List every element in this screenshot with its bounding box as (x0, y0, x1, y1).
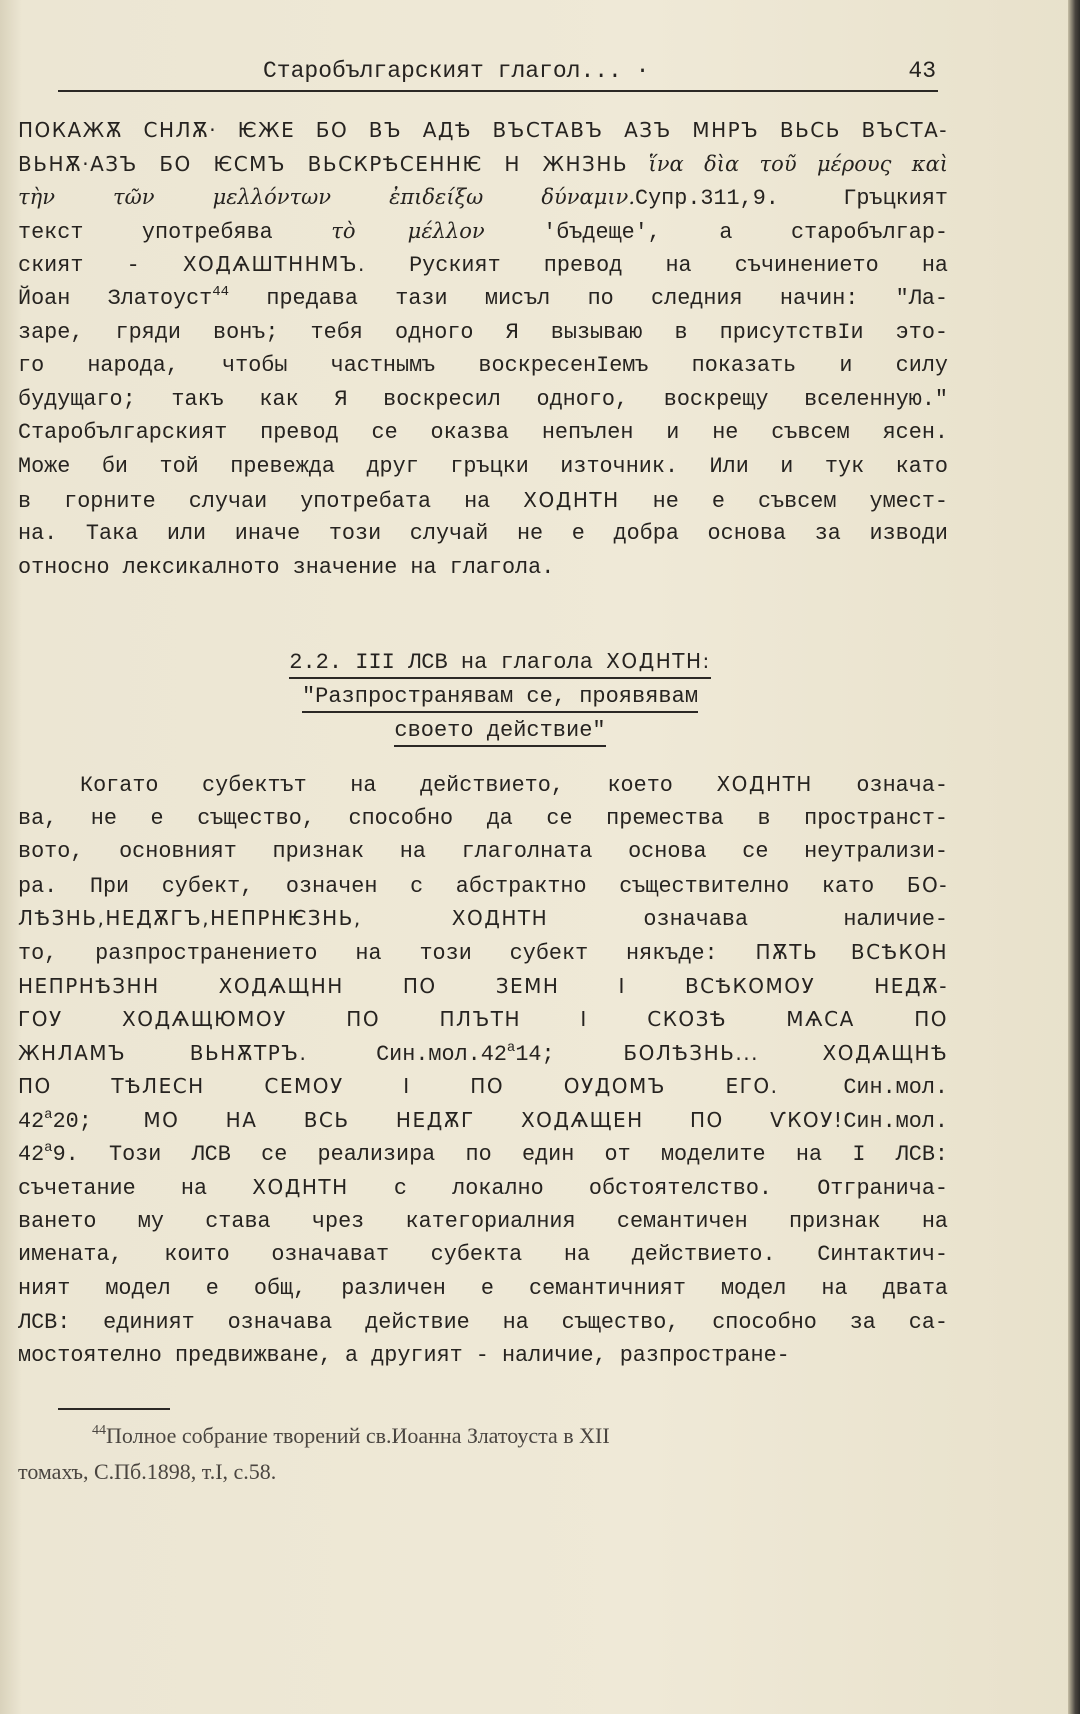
footnote-line-2: томахъ, С.Пб.1898, т.I, с.58. (18, 1459, 277, 1484)
text-line (18, 902, 948, 936)
old-church-slavonic-text: ПО ТѢЛЕСН СЕМОУ І ПО ОУДОМЪ ЕГО. (18, 1074, 779, 1099)
text-line (18, 1205, 948, 1239)
page-header (58, 58, 938, 92)
old-church-slavonic-text: ЛѢЗНЬ,НЕДѪГЪ,НЕПРНѤЗНЬ, ХОДНТН (18, 906, 549, 931)
running-title: Старобългарският глагол... · (263, 58, 650, 84)
heading-line-3: своето действие" (394, 717, 605, 747)
text-line (18, 450, 948, 484)
heading-line-2: "Разпространявам се, проявявам (302, 683, 698, 713)
line-text: 20; (52, 1108, 144, 1134)
line-text: ският - (18, 253, 183, 279)
text-line (18, 1003, 948, 1037)
old-church-slavonic-text: ПѪТЬ ВСѢКОН (755, 939, 948, 964)
text-line (18, 383, 948, 417)
text-line (18, 484, 948, 518)
text-line (18, 282, 948, 316)
old-church-slavonic-text: ХОДѦШТННМЪ. (182, 252, 366, 277)
text-line (18, 148, 948, 182)
text-line (18, 551, 948, 585)
footnote-line-1: Полное собрание творений св.Иоанна Златоуста в XII (106, 1423, 610, 1448)
greek-text: τὸ μέλλον (331, 218, 485, 243)
text-line (18, 835, 948, 869)
greek-text: τὴν τῶν μελλόντων ἐπιδείξω δύναμιν. (18, 185, 635, 210)
old-church-slavonic-text: ГОУ ХОДѦЩЮМОУ ПО ПЛЪТН І СКОЗѢ МѦСА ПО (18, 1007, 948, 1032)
text-line (18, 1272, 948, 1306)
line-text: Йоан Златоуст (18, 285, 213, 311)
line-text: 14; (515, 1041, 624, 1067)
line-text: Син.мол. (778, 1075, 948, 1101)
greek-text: ἵνα δὶα τοῦ μέρους καὶ (628, 151, 948, 176)
superscript: а (44, 1139, 53, 1156)
text-line (18, 1339, 948, 1373)
footnote-rule (58, 1408, 170, 1410)
old-church-slavonic-text: ХОДНТН (252, 1175, 349, 1200)
line-text: заре, гряди вонъ; тебя одного Я вызываю в присутствIи это- (18, 319, 948, 345)
line-text: 9. Този ЛСВ се реализира по един от моделите на I ЛСВ: (52, 1141, 948, 1167)
line-text: означа- (812, 773, 948, 798)
line-text: съчетание на (18, 1176, 253, 1202)
text-line (18, 316, 948, 350)
line-text: Син.мол. (843, 1108, 948, 1134)
line-text: ЛСВ: единият означава действие на същество, способно за са- (18, 1309, 948, 1335)
line-text: предава тази мисъл по следния начин: "Ла- (229, 285, 948, 311)
line-text: Може би той превежда друг гръцки източник. Или и тук като (18, 453, 948, 479)
line-text: имената, които означават субекта на действието. Синтактич- (18, 1242, 948, 1268)
line-text: ва, не е същество, способно да се премества в пространст- (18, 805, 948, 831)
text-line (18, 1070, 948, 1104)
old-church-slavonic-text: ПОКАЖѪ СНЛѪ· ѤЖЕ БО ВЪ АДѢ ВЪСТАВЪ АЗЪ МНРЪ ВЬСЬ ВЪСТА- (18, 118, 948, 142)
paragraph-2 (18, 768, 948, 1373)
old-church-slavonic-text: БО- (906, 872, 948, 897)
line-text: на. Така или иначе този случай не е добра основа за изводи (18, 521, 948, 547)
old-church-slavonic-text: МО НА ВСЬ НЕДѪГ ХОДѦЩЕН ПО ѴКОУ! (143, 1107, 844, 1132)
line-text: 42 (18, 1141, 45, 1167)
line-text: Супр.311,9. Гръцкият (635, 186, 948, 212)
text-line (18, 1104, 948, 1138)
text-line (18, 215, 948, 249)
text-line (18, 1171, 948, 1205)
text-line (18, 936, 948, 970)
footnote-number: 44 (92, 1423, 106, 1438)
text-line (18, 248, 948, 282)
old-church-slavonic-text: ВЬНѪ·АЗЪ БО ѤСМЪ ВЬСКРѢСЕННѤ Н ЖНЗНЬ (18, 151, 629, 176)
line-text: Старобългарският превод се оказва непълен и не съвсем ясен. (18, 420, 948, 446)
footnote (18, 1418, 918, 1490)
line-text: вото, основният признак на глаголната основа се неутрализи- (18, 839, 948, 865)
line-text: в горните случаи употребата на (18, 488, 524, 514)
line-text: с локално обстоятелство. Отгранича- (348, 1176, 948, 1202)
page-number: 43 (908, 58, 936, 84)
text-line (18, 1306, 948, 1340)
line-text: го народа, чтобы частнымъ воскресенIемъ показать и силу (18, 353, 948, 379)
line-text: ният модел е общ, различен е семантичният модел на двата (18, 1275, 948, 1301)
superscript: а (44, 1106, 53, 1123)
paragraph-1 (18, 114, 948, 584)
page-edge-shadow (1068, 0, 1080, 1714)
text-line (18, 1138, 948, 1172)
line-text: относно лексикалното значение на глагола. (18, 554, 555, 580)
old-church-slavonic-text: ХОДНТН (523, 487, 620, 512)
line-text: Син.мол.42 (307, 1041, 507, 1067)
line-text: будущаго; такъ как Я воскресил одного, воскрещу вселенную." (18, 386, 948, 412)
superscript: а (506, 1039, 516, 1056)
old-church-slavonic-text: НЕПРНѢЗНН ХОДѦЩНН ПО ЗЕМН І ВСѢКОМОУ НЕДѪ- (18, 973, 948, 998)
text-line (18, 768, 948, 802)
line-text: то, разпространението на този субект някъде: (18, 940, 756, 966)
line-text: ването му става чрез категориалния семантичен признак на (18, 1208, 948, 1234)
text-line (18, 416, 948, 450)
text-line (18, 517, 948, 551)
line-text: мостоятелно предвижване, а другият - наличие, разпростране- (18, 1343, 790, 1369)
line-text: текст употребява (18, 219, 332, 245)
text-line (18, 970, 948, 1004)
line-text: Руският превод на съчинението на (365, 253, 948, 279)
line-text: Когато субектът на действието, което (80, 773, 717, 798)
section-heading (160, 646, 840, 748)
old-church-slavonic-text: БОЛѢЗНЬ... ХОДѦЩНѢ (623, 1040, 948, 1065)
line-text: означава наличие- (548, 907, 948, 933)
old-church-slavonic-text: ЖНЛАМЪ ВЬНѪТРЪ. (18, 1040, 308, 1065)
line-text: ра. При субект, означен с абстрактно съществително като (18, 873, 907, 899)
line-text: 'бъдеще', а старобългар- (484, 219, 948, 245)
text-line (18, 349, 948, 383)
text-line (18, 869, 948, 903)
old-church-slavonic-text: ХОДНТН (716, 772, 813, 796)
text-line (18, 1037, 948, 1071)
heading-prefix: 2.2. III ЛСВ на глагола (289, 650, 607, 675)
text-line (18, 1238, 948, 1272)
text-line (18, 802, 948, 836)
text-line (18, 181, 948, 215)
line-text: 42 (18, 1108, 45, 1134)
heading-verb: ХОДНТН: (606, 649, 711, 673)
text-line (18, 114, 948, 148)
line-text: не е съвсем умест- (619, 488, 948, 514)
superscript: 44 (212, 283, 230, 300)
